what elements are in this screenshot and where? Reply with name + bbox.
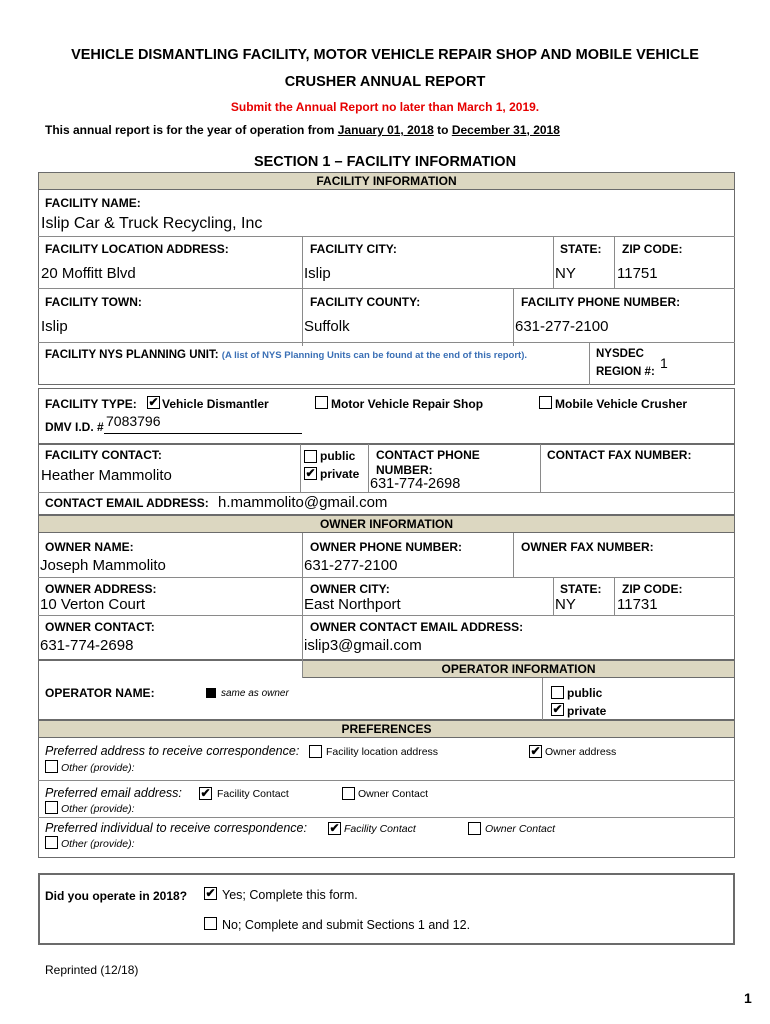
operate-no-label: No; Complete and submit Sections 1 and 12. xyxy=(222,918,471,932)
owner-name-field[interactable]: Joseph Mammolito xyxy=(40,557,166,574)
section-title: SECTION 1 – FACILITY INFORMATION xyxy=(253,154,517,170)
owner-zip-field[interactable]: 11731 xyxy=(617,596,658,613)
facility-zip-field[interactable]: 11751 xyxy=(617,265,658,282)
pref-email-facility-label: Facility Contact xyxy=(217,788,289,800)
operate-no-checkbox[interactable] xyxy=(204,917,217,930)
contact-email-label: CONTACT EMAIL ADDRESS: xyxy=(45,496,209,510)
operator-band: OPERATOR INFORMATION xyxy=(302,660,735,678)
owner-address-label: OWNER ADDRESS: xyxy=(45,582,157,596)
pref-email-other-checkbox[interactable] xyxy=(45,801,58,814)
operator-public-label: public xyxy=(567,686,603,700)
pref-email-other-label: Other (provide): xyxy=(61,803,135,815)
nysdec-region-field[interactable]: 1 xyxy=(660,355,668,371)
operate-yes-checkbox[interactable]: ✔ xyxy=(205,886,216,900)
pref-address-label: Preferred address to receive correspondence: xyxy=(45,744,300,758)
contact-fax-label: CONTACT FAX NUMBER: xyxy=(547,448,692,462)
facility-state-label: STATE: xyxy=(560,242,602,256)
pref-address-other-label: Other (provide): xyxy=(61,762,135,774)
contact-email-field[interactable]: h.mammolito@gmail.com xyxy=(218,494,388,511)
dmv-id-label: DMV I.D. # xyxy=(45,420,104,434)
owner-band: OWNER INFORMATION xyxy=(38,515,735,533)
facility-type-label: FACILITY TYPE: xyxy=(45,397,137,411)
facility-city-field[interactable]: Islip xyxy=(304,265,331,282)
pref-individual-other-label: Other (provide): xyxy=(61,838,135,850)
facility-state-field[interactable]: NY xyxy=(555,265,576,282)
owner-phone-label: OWNER PHONE NUMBER: xyxy=(310,540,462,554)
owner-name-label: OWNER NAME: xyxy=(45,540,134,554)
pref-address-other-checkbox[interactable] xyxy=(45,760,58,773)
planning-unit-note: (A list of NYS Planning Units can be found at the end of this report). xyxy=(221,350,528,361)
owner-fax-label: OWNER FAX NUMBER: xyxy=(521,540,654,554)
operate-yes-label: Yes; Complete this form. xyxy=(222,888,358,902)
owner-contact-field[interactable]: 631-774-2698 xyxy=(40,637,134,654)
owner-email-label: OWNER CONTACT EMAIL ADDRESS: xyxy=(310,620,524,634)
reprinted-note: Reprinted (12/18) xyxy=(45,963,139,977)
contact-public-checkbox[interactable] xyxy=(304,450,317,463)
pref-individual-owner-checkbox[interactable] xyxy=(468,822,481,835)
repair-shop-checkbox[interactable] xyxy=(315,396,328,409)
pref-individual-facility-label: Facility Contact xyxy=(344,823,416,835)
pref-email-owner-checkbox[interactable] xyxy=(342,787,355,800)
repair-shop-label: Motor Vehicle Repair Shop xyxy=(331,397,484,411)
facility-phone-label: FACILITY PHONE NUMBER: xyxy=(521,295,681,309)
vehicle-dismantler-label: Vehicle Dismantler xyxy=(162,397,269,411)
pref-individual-other-checkbox[interactable] xyxy=(45,836,58,849)
preferences-band: PREFERENCES xyxy=(38,720,735,738)
facility-contact-label: FACILITY CONTACT: xyxy=(45,448,162,462)
owner-city-label: OWNER CITY: xyxy=(310,582,390,596)
facility-address-field[interactable]: 20 Moffitt Blvd xyxy=(41,265,136,282)
pref-owner-address-checkbox[interactable]: ✔ xyxy=(530,744,541,758)
contact-phone-label-2: NUMBER: xyxy=(376,463,433,477)
page-number: 1 xyxy=(744,990,752,1006)
pref-owner-address-label: Owner address xyxy=(545,746,617,758)
mobile-crusher-checkbox[interactable] xyxy=(539,396,552,409)
vehicle-dismantler-checkbox[interactable]: ✔ xyxy=(148,395,159,409)
planning-unit-label: FACILITY NYS PLANNING UNIT: (A list of NYS Planning Units can be found at the end of this report). xyxy=(45,349,528,361)
same-as-owner-checkbox[interactable] xyxy=(206,688,216,698)
facility-town-label: FACILITY TOWN: xyxy=(45,295,142,309)
owner-city-field[interactable]: East Northport xyxy=(304,596,401,613)
facility-city-label: FACILITY CITY: xyxy=(310,242,397,256)
operator-name-label: OPERATOR NAME: xyxy=(45,686,155,700)
contact-phone-label-1: CONTACT PHONE xyxy=(376,448,480,462)
contact-private-checkbox[interactable]: ✔ xyxy=(305,466,316,480)
form-title-line2: CRUSHER ANNUAL REPORT xyxy=(284,74,486,90)
owner-state-field[interactable]: NY xyxy=(555,596,576,613)
owner-address-field[interactable]: 10 Verton Court xyxy=(40,596,146,613)
nysdec-label-1: NYSDEC xyxy=(596,348,644,360)
deadline-notice: Submit the Annual Report no later than March 1, 2019. xyxy=(230,100,540,114)
operator-public-checkbox[interactable] xyxy=(551,686,564,699)
owner-zip-label: ZIP CODE: xyxy=(622,582,683,596)
pref-email-label: Preferred email address: xyxy=(45,786,182,800)
form-title-line1: VEHICLE DISMANTLING FACILITY, MOTOR VEHICLE REPAIR SHOP AND MOBILE VEHICLE xyxy=(71,47,699,63)
pref-facility-location-checkbox[interactable] xyxy=(309,745,322,758)
pref-individual-owner-label: Owner Contact xyxy=(485,823,556,835)
owner-contact-label: OWNER CONTACT: xyxy=(45,620,155,634)
facility-county-field[interactable]: Suffolk xyxy=(304,318,350,335)
facility-county-label: FACILITY COUNTY: xyxy=(310,295,421,309)
facility-address-label: FACILITY LOCATION ADDRESS: xyxy=(45,242,229,256)
pref-facility-location-label: Facility location address xyxy=(326,746,439,758)
pref-email-owner-label: Owner Contact xyxy=(358,788,429,800)
contact-public-label: public xyxy=(320,449,356,463)
facility-band: FACILITY INFORMATION xyxy=(38,172,735,190)
operator-private-label: private xyxy=(567,704,607,718)
contact-private-label: private xyxy=(320,467,360,481)
report-year-line: This annual report is for the year of operation from January 01, 2018 to December 31, 2018 xyxy=(45,123,560,137)
facility-name-field[interactable]: Islip Car & Truck Recycling, Inc xyxy=(41,215,263,232)
owner-phone-field[interactable]: 631-277-2100 xyxy=(304,557,398,574)
contact-phone-field[interactable]: 631-774-2698 xyxy=(370,476,461,492)
mobile-crusher-label: Mobile Vehicle Crusher xyxy=(555,397,688,411)
facility-name-label: FACILITY NAME: xyxy=(45,196,141,210)
operate-block xyxy=(38,873,735,945)
facility-phone-field[interactable]: 631-277-2100 xyxy=(515,318,609,335)
dmv-id-field[interactable]: 7083796 xyxy=(106,413,161,429)
pref-individual-label: Preferred individual to receive correspondence: xyxy=(45,821,307,835)
operate-question: Did you operate in 2018? xyxy=(45,889,188,903)
same-as-owner-label: same as owner xyxy=(221,688,289,699)
nysdec-label-2: REGION #: xyxy=(596,366,655,378)
pref-email-facility-checkbox[interactable]: ✔ xyxy=(200,786,211,800)
facility-town-field[interactable]: Islip xyxy=(41,318,68,335)
owner-state-label: STATE: xyxy=(560,582,602,596)
operator-private-checkbox[interactable]: ✔ xyxy=(552,702,563,716)
owner-email-field[interactable]: islip3@gmail.com xyxy=(304,637,422,654)
facility-zip-label: ZIP CODE: xyxy=(622,242,683,256)
facility-contact-field[interactable]: Heather Mammolito xyxy=(41,467,172,484)
pref-individual-facility-checkbox[interactable]: ✔ xyxy=(329,821,340,835)
